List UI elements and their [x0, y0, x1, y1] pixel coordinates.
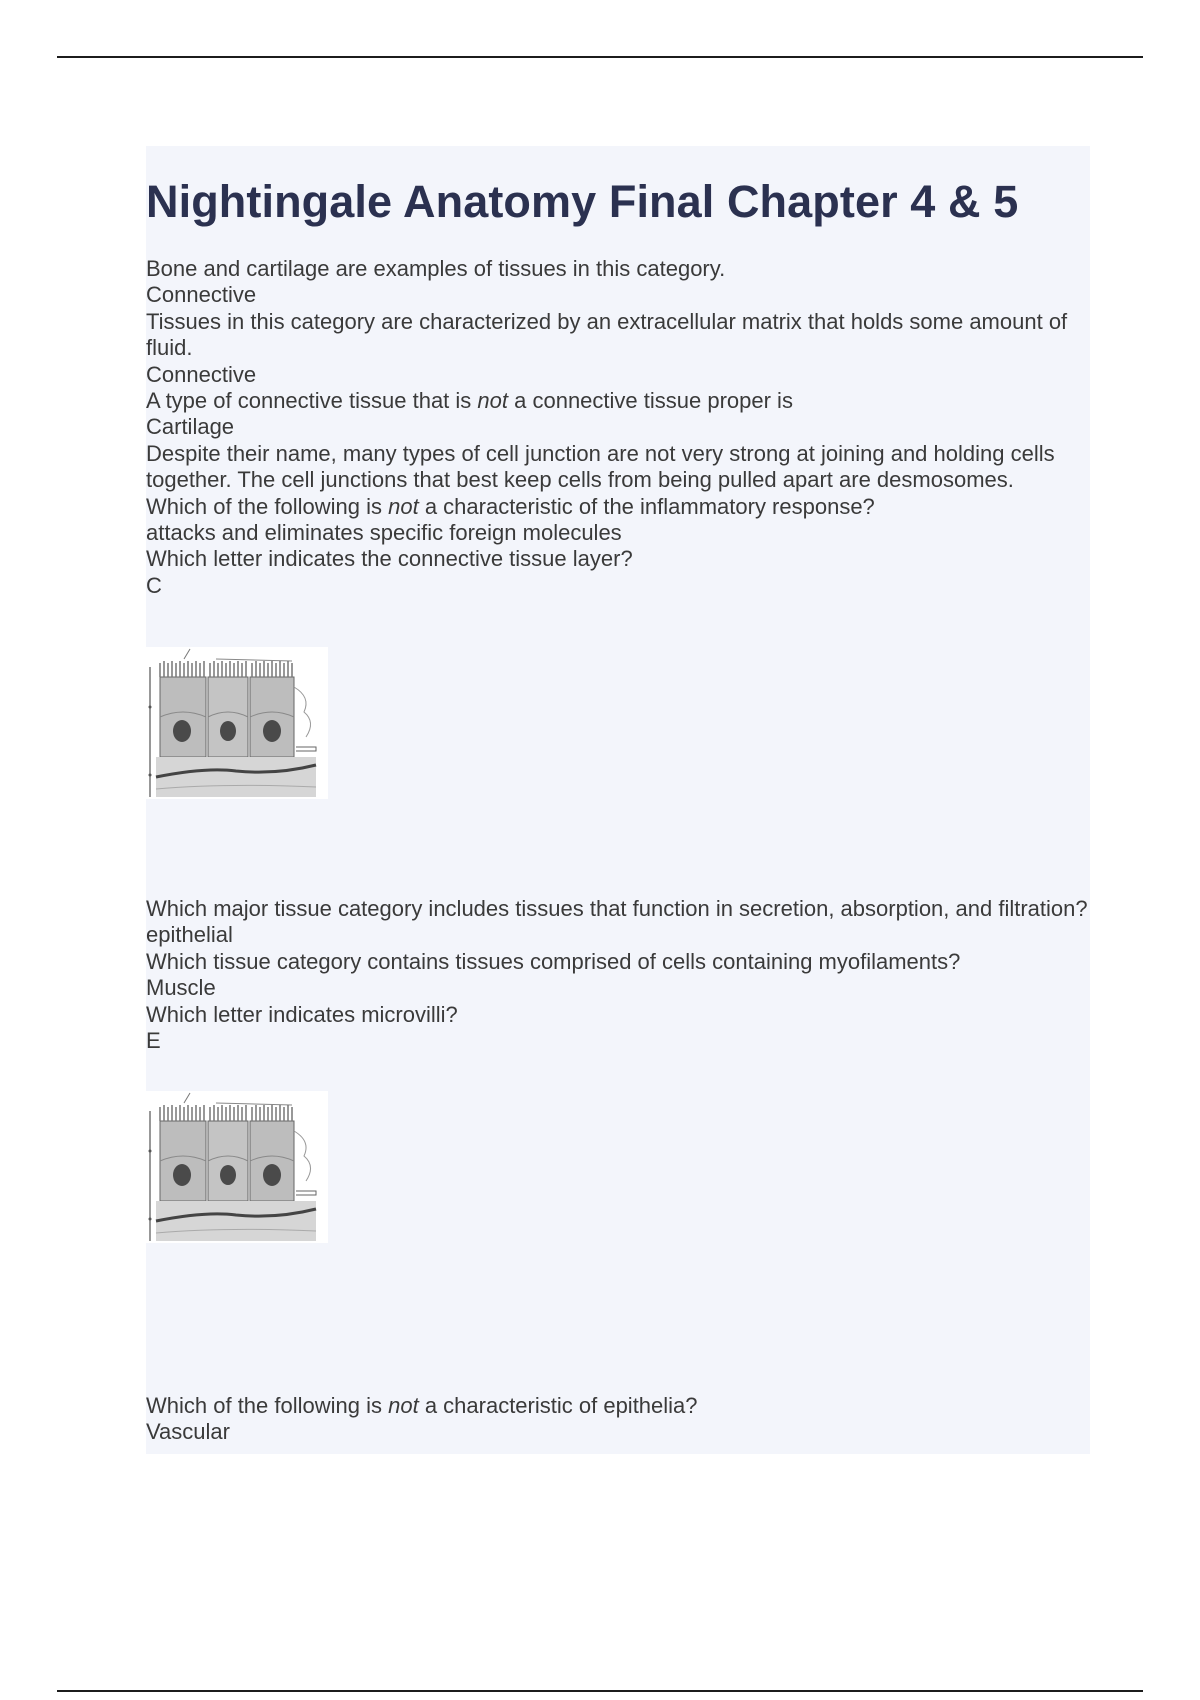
- emphasis-text: not: [477, 388, 509, 414]
- question-text: Which of the following is not a characteristic of the inflammatory response?: [146, 493, 875, 519]
- question-text: A type of connective tissue that is not a connective tissue proper is: [146, 388, 793, 414]
- answer-text: Connective: [146, 282, 257, 308]
- question-text: Which letter indicates microvilli?: [146, 1001, 458, 1027]
- content-panel: [146, 146, 1090, 1454]
- answer-text: Cartilage: [146, 414, 235, 440]
- question-text: Which letter indicates the connective tissue layer?: [146, 546, 633, 572]
- bottom-rule: [57, 1690, 1143, 1692]
- answer-text: attacks and eliminates specific foreign molecules: [146, 520, 622, 546]
- epithelial-tissue-figure: [146, 1091, 328, 1243]
- answer-text: E: [146, 1028, 161, 1054]
- answer-text: Vascular: [146, 1419, 230, 1445]
- top-rule: [57, 56, 1143, 58]
- epithelial-tissue-figure: [146, 647, 328, 799]
- question-text: Bone and cartilage are examples of tissues in this category.: [146, 256, 726, 281]
- answer-text: Muscle: [146, 975, 216, 1001]
- question-text: Despite their name, many types of cell junction are not very strong at joining and holding cells together. The cell junctions that best keep cells from being pulled apart are desmosomes.: [146, 440, 1055, 493]
- question-text: Which major tissue category includes tissues that function in secretion, absorption, and filtration?: [146, 896, 1088, 921]
- question-text: Which of the following is not a characteristic of epithelia?: [146, 1393, 698, 1418]
- page-title: Nightingale Anatomy Final Chapter 4 & 5: [146, 176, 1019, 227]
- epithelial-tissue-diagram-icon: [146, 1091, 328, 1243]
- emphasis-text: not: [388, 1393, 419, 1418]
- qa-block-1: [146, 256, 1090, 599]
- qa-block-3: [146, 1393, 1090, 1446]
- epithelial-tissue-diagram-icon: [146, 647, 328, 799]
- question-text: Tissues in this category are characterized by an extracellular matrix that holds some amount of fluid.: [146, 308, 1068, 361]
- qa-block-2: [146, 896, 1090, 1054]
- answer-text: epithelial: [146, 922, 233, 948]
- answer-text: C: [146, 572, 162, 598]
- question-text: Which tissue category contains tissues comprised of cells containing myofilaments?: [146, 948, 961, 974]
- emphasis-text: not: [388, 493, 419, 519]
- answer-text: Connective: [146, 361, 257, 387]
